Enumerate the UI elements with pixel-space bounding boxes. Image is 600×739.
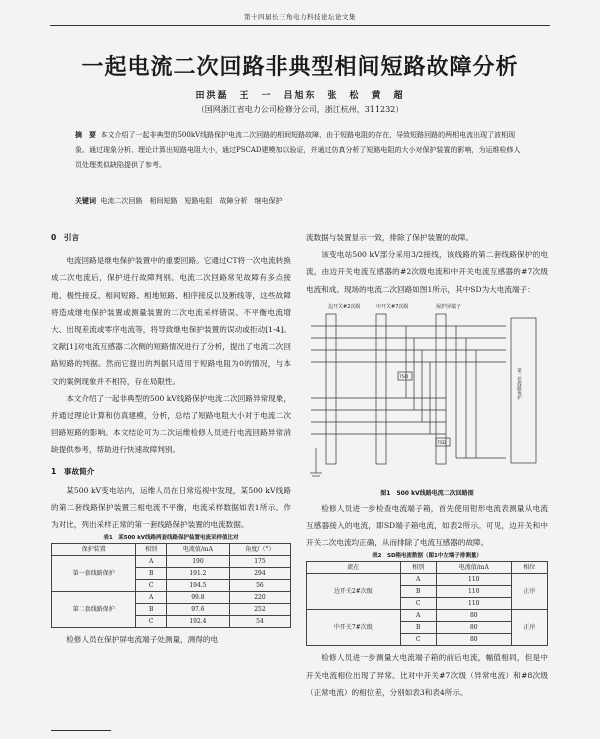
keywords-text: 电流二次回路 相间短路 短路电阻 故障分析 继电保护 — [100, 197, 283, 205]
section-1-title: 1 事故简介 — [51, 466, 95, 476]
table-1 — [51, 543, 291, 628]
table-cell: 边开关2#次级 — [307, 574, 401, 610]
figure-1-caption: 图1 500 kV线路电流二次回路图 — [380, 489, 474, 497]
table-cell: 110 — [436, 598, 511, 610]
label-jiedian: 保护屏端子 — [436, 303, 462, 310]
table-cell: 第一套线路保护 — [52, 556, 136, 592]
header-rule — [50, 25, 550, 26]
table-cell: 80 — [436, 610, 511, 622]
table-cell: 175 — [229, 556, 290, 568]
paper-title: 一起电流二次回路非典型相间短路故障分析 — [81, 54, 519, 80]
running-header: 第十四届长三角电力科技论坛论文集 — [244, 13, 356, 21]
table-cell: 190 — [166, 556, 229, 568]
right-para-4: 检修人员进一步测量大电流端子箱的前后电流，幅值相同，但是中开关电流相位出现了异常。比对中开关#7次级（异常电流）和#8次级（正常电流）的相位差，分别如表3和表4所示。 — [306, 653, 548, 697]
terminal-strip-mid — [376, 314, 386, 464]
table-cell: 191.2 — [166, 568, 229, 580]
terminal-strip-left — [326, 314, 336, 464]
footer-rule — [51, 730, 111, 731]
abstract-text: 本文介绍了一起非典型的500kV线路保护电流二次回路的相间短路故障，由于短路电阻的存在，导致短路回路的两相电流出现了波相现象。通过现象分析、理论计算出短路电阻大小，通过PSCAD建模加以验证，并通过仿真分析了短路电阻的大小对保护装置的影响，为运维检修人员处理类似缺陷提供了参考。 — [75, 131, 521, 169]
table-header: 保护装置 — [52, 544, 136, 556]
table-cell: 54 — [229, 616, 290, 628]
table-cell: 正序 — [511, 574, 547, 610]
table-cell: C — [400, 598, 436, 610]
table-cell: B — [400, 622, 436, 634]
paper-authors: 田洪磊 王 一 吕旭东 张 松 黄 超 — [195, 91, 405, 101]
table-cell: 110 — [436, 586, 511, 598]
table-row — [307, 562, 548, 574]
left-column — [51, 229, 291, 649]
table-cell: A — [400, 610, 436, 622]
protection-device-box — [511, 318, 536, 463]
table-header: 相位 — [511, 562, 547, 574]
device-label: 第二套线路保护 — [516, 367, 522, 400]
figure-1 — [306, 298, 548, 488]
table-cell: 80 — [436, 634, 511, 646]
right-para-2: 该变电站500 kV部分采用3/2接线，该线路的第二套线路保护的电流，由边开关电流互感器的#2次级电流和中开关电流互感器的#7次级电流和成。现场的电流二次回路如图1所示，其中SD为大电流端子： — [306, 250, 548, 294]
label-bian: 边开关#2次级 — [328, 303, 361, 310]
table-row — [52, 592, 291, 604]
table-cell: C — [136, 580, 167, 592]
table-cell: A — [136, 592, 167, 604]
table-cell: B — [136, 568, 167, 580]
table-cell: 252 — [229, 604, 290, 616]
table-cell: 220 — [229, 592, 290, 604]
table-header: 相别 — [400, 562, 436, 574]
table-header: 电流值/mA — [436, 562, 511, 574]
table-2-caption: 表2 SD箱电流数据（图1中左端子排测量） — [372, 553, 482, 560]
table-cell: 第二套线路保护 — [52, 592, 136, 628]
table-header: 角度/（°） — [229, 544, 290, 556]
label-zhong: 中开关#7次级 — [376, 303, 409, 310]
table-row — [307, 610, 548, 622]
table-cell: 中开关7#次级 — [307, 610, 401, 646]
table-cell: C — [136, 616, 167, 628]
table-cell: 97.6 — [166, 604, 229, 616]
table-cell: 194.5 — [166, 580, 229, 592]
paper-affiliation: （国网浙江省电力公司检修分公司，浙江杭州，311232） — [196, 105, 404, 114]
resistor-label-2: 7SD — [437, 440, 447, 446]
table-header: 流在 — [307, 562, 401, 574]
right-para-3: 检修人员进一步检查电流端子箱，首先使用钳形电流表测量从电流互感器接入的电流，即SD端子箱电流，如表2所示。可见，边开关和中开关二次电流均正确，从而排除了电流互感器的故障。 — [306, 503, 548, 548]
abstract — [75, 128, 525, 173]
table-cell: 56 — [229, 580, 290, 592]
table-header: 相别 — [136, 544, 167, 556]
section-1-para-2: 检修人员在保护屏电流端子处测量，测得的电 — [66, 635, 219, 645]
right-para-1: 流数据与装置显示一致，排除了保护装置的故障。 — [306, 233, 474, 242]
keywords — [75, 196, 525, 206]
table-cell: C — [400, 634, 436, 646]
table-cell: A — [400, 574, 436, 586]
table-cell: 294 — [229, 568, 290, 580]
circuit-diagram — [306, 298, 548, 488]
table-cell: B — [136, 604, 167, 616]
table-row — [52, 556, 291, 568]
section-0-title: 0 引言 — [51, 233, 80, 242]
table-header: 电流值/mA — [166, 544, 229, 556]
table-cell: 99.8 — [166, 592, 229, 604]
table-cell: A — [136, 556, 167, 568]
table-2 — [306, 561, 548, 646]
section-1-para-1: 某500 kV变电站内，运维人员在日常巡视中发现，某500 kV线路的第二套线路保护装置三相电流不平衡，电流采样数据如表1所示。作为对比，列出采样正常的第一套线路保护装置的电流数据。 — [51, 485, 291, 530]
table-row — [307, 574, 548, 586]
table-cell: 192.4 — [166, 616, 229, 628]
table-cell: 正序 — [511, 610, 547, 646]
table-cell: 110 — [436, 574, 511, 586]
section-0-para-1: 电流回路是继电保护装置中的重要回路。它通过CT将一次电流转换成二次电流后，保护进行故障判别。电流二次回路常见故障有多点接地、极性接反、相间短路、相地短路、相序接反以及断线等，这些故障将造成继电保护装置或测量装置的二次电流采样错误、不平衡电流增大、出现差流或零序电流等，将导致继电保护装置的误动或拒动[1-4]。文献[1]对电流互感器二次侧的短路情况进行了分析，提出了电流二次回路短路的判据。然而它提出的判据只适用于短路电阻为0的情况，与本文的案例现象并不相符，存在局限性。 — [51, 256, 291, 386]
table-row — [52, 544, 291, 556]
table-cell: 80 — [436, 622, 511, 634]
right-column — [306, 229, 548, 701]
resistor-label-1: 7SD — [399, 374, 409, 380]
abstract-label: 摘 要 — [75, 131, 96, 139]
keywords-label: 关键词 — [75, 197, 96, 205]
section-0-para-2: 本文介绍了一起非典型的500 kV线路保护电流二次回路异常现象，并通过理论计算和仿真建模，分析，总结了短路电阻大小对于电流二次回路短路的影响。本文结论可为二次运维检修人员进行电流回路异常消缺提供参考，帮助进行快速故障判别。 — [51, 393, 291, 455]
table-1-caption: 表1 某500 kV线路两套线路保护装置电流采样值比对 — [103, 535, 239, 542]
table-cell: B — [400, 586, 436, 598]
